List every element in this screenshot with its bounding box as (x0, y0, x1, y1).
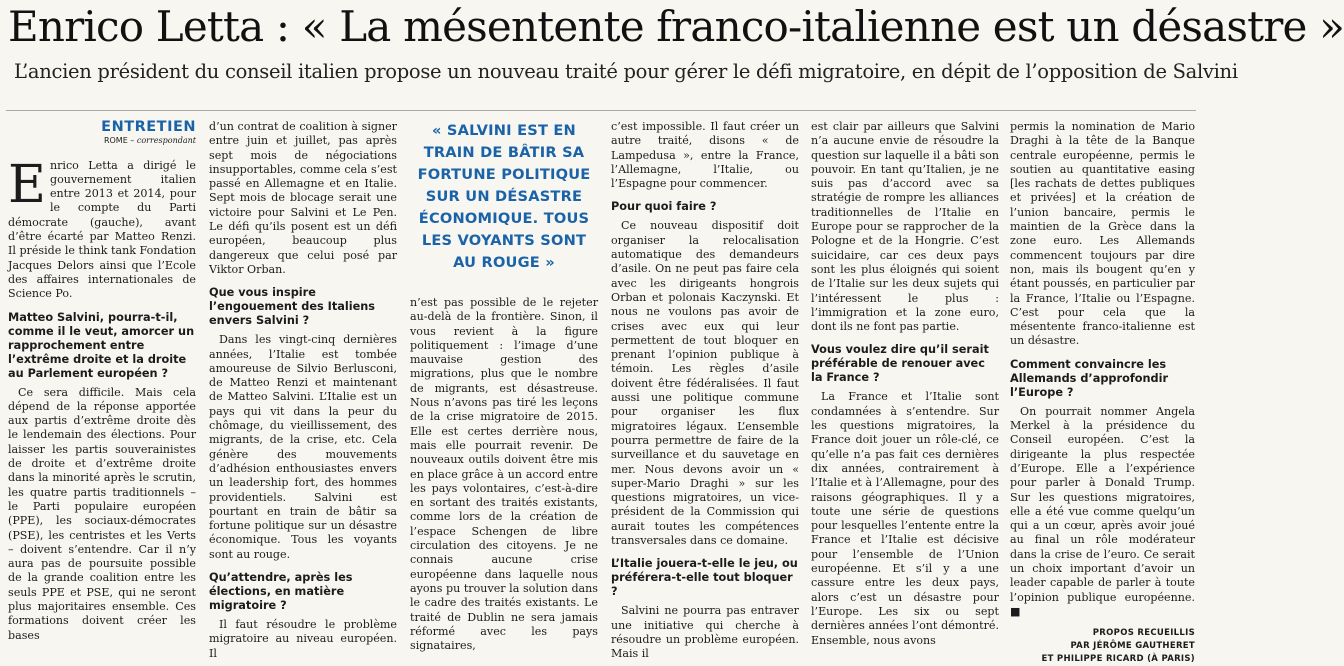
answer-3-part-2: n’est pas possible de le rejeter au-delà de la frontière. Sinon, il vous revient à la figure politiquement : l’image d’une mauvaise gestion des migrations, plus que le nombre de migrants, est désastreuse. Nous n’avons pas tiré les leçons de la crise migratoire de 2015. Elle est certes derrière nous, mais elle pourrait revenir. De nouveaux outils doivent être mis en place grâce à un accord entre les pays volontaires, c’est-à-dire en sortant des traités existants, comme lors de la création de l’espace Schengen de libre circulation des citoyens. Je ne connais aucune crise européenne dans laquelle nous ayons pu trouver la solution dans le cadre des traités existants. Le traité de Dublin ne sera jamais réformé avec les pays signataires, (410, 296, 598, 653)
header-divider (6, 110, 1196, 111)
answer-7: On pourrait nommer Angela Merkel à la présidence du Conseil européen. C’est la dirigeante la plus respectée d’Europe. Elle a l’expérience pour parler à Donald Trump. Sur les questions migratoires, elle a été vue comme quelqu’un qui a un cœur, après avoir joué au final un rôle modérateur dans la crise de l’euro. Ce serait un choix important d’avoir un leader capable de parler à toute l’opinion publique européenne. ■ (1010, 404, 1195, 618)
column-3 (410, 120, 598, 653)
dateline-place: ROME – (103, 136, 135, 146)
byline-line-1: PROPOS RECUEILLIS (1092, 628, 1195, 639)
dateline-role: correspondant (136, 136, 196, 146)
column-4 (611, 120, 799, 661)
intro-paragraph (8, 154, 196, 302)
article-subheadline: L’ancien président du conseil italien propose un nouveau traité pour gérer le défi migratoire, en dépit de l’opposition de Salvini (14, 60, 1238, 83)
answer-3-part-1: Il faut résoudre le problème migratoire au niveau européen. Il (209, 618, 397, 660)
answer-4: Ce nouveau dispositif doit organiser la relocalisation automatique des demandeurs d’asile. On ne peut pas faire cela avec les dirigeants hongrois Orban et polonais Kaczynski. Et nous ne voulons pas avoir de crises avec eux qui leur permettent de tout bloquer en prenant l’opinion publique à témoin. Les règles d’asile doivent être fédéralisées. Il faut aussi une politique commune pour organiser les flux migratoires légaux. L’ensemble pourra permettre de faire de la surveillance et du sauvetage en mer. Nous devons avoir un « super-Mario Draghi » sur les questions migratoires, un vice-président de la Commission qui aurait toutes les compétences transversales dans ce domaine. (611, 219, 799, 548)
article-headline: Enrico Letta : « La mésentente franco-italienne est un désastre » (8, 2, 1344, 51)
byline (1010, 627, 1195, 666)
question-2: Que vous inspire l’engouement des Italiens envers Salvini ? (209, 286, 376, 328)
answer-1-part-2: d’un contrat de coalition à signer entre juin et juillet, pas après sept mois de négociations insupportables, comme cela s’est passé en Allemagne et en Italie. Sept mois de blocage serait une victoire pour Salvini et Le Pen. Le défi qu’ils posent est un défi européen, beaucoup plus dangereux que celui posé par Viktor Orban. (209, 120, 397, 276)
answer-5-part-1: Salvini ne pourra pas entraver une initiative qui cherche à résoudre un problème européen. Mais il (611, 604, 799, 661)
question-7: Comment convaincre les Allemands d’approfondir l’Europe ? (1010, 357, 1169, 399)
pull-quote: « SALVINI EST EN TRAIN DE BÂTIR SA FORTUNE POLITIQUE SUR UN DÉSASTRE ÉCONOMIQUE. TOUS LES VOYANTS SONT AU ROUGE » (417, 122, 591, 271)
answer-1-part-1: Ce sera difficile. Mais cela dépend de la réponse apportée aux partis d’extrême droite dès le lendemain des élections. Pour laisser les partis souverainistes de droite et d’extrême droite dans la minorité après le scrutin, les quatre partis traditionnels – le Parti populaire européen (PPE), les sociaux-démocrates (PSE), les centristes et les Verts – doivent s’entendre. Car il n’y aura pas de poursuite possible de la grande coalition entre les seuls PPE et PSE, qui ne seront plus majoritaires ensemble. Ces formations doivent créer les bases (8, 385, 196, 642)
answer-2: Dans les vingt-cinq dernières années, l’Italie est tombée amoureuse de Silvio Berlusconi, de Matteo Renzi et maintenant de Matteo Salvini. L’Italie est un pays qui vit dans la peur du chômage, du vieillissement, des migrants, de la crise, etc. Cela génère des mouvements d’adhésion enthousiastes envers un leadership fort, des hommes providentiels. Salvini est pourtant en train de bâtir sa fortune politique sur un désastre économique. Tous les voyants sont au rouge. (209, 333, 397, 561)
question-3: Qu’attendre, après les élections, en matière migratoire ? (209, 571, 353, 613)
question-1: Matteo Salvini, pourra-t-il, comme il le veut, amorcer un rapprochement entre l’extrême droite et la droite au Parlement européen ? (8, 310, 195, 380)
byline-line-3: ET PHILIPPE RICARD (À PARIS) (1041, 654, 1195, 665)
question-5: L’Italie jouera-t-elle le jeu, ou préférera-t-elle tout bloquer ? (611, 557, 798, 599)
intro-text: nrico Letta a dirigé le gouvernement italien entre 2013 et 2014, pour le compte du Parti démocrate (gauche), avant d’être écarté par Matteo Renzi. Il préside le think tank Fondation Jacques Delors ainsi que l’Ecole des affaires internationales de Science Po. (8, 158, 196, 301)
question-4: Pour quoi faire ? (611, 200, 717, 214)
answer-6-part-2: permis la nomination de Mario Draghi à la tête de la Banque centrale européenne, permis le soutien au quantitative easing [les rachats de dettes publiques et privées] et la création de l’union bancaire, permis le maintien de la Grèce dans la zone euro. Les Allemands commencent toujours par dire non, mais ils bougent qu’en y étant poussés, en particulier par la France, l’Italie ou l’Espagne. C’est pour cela que la mésentente franco-italienne est un désastre. (1010, 120, 1195, 348)
column-5 (811, 120, 999, 647)
drop-cap: E (8, 154, 46, 215)
dateline (8, 134, 196, 148)
column-1 (8, 119, 196, 642)
column-2 (209, 120, 397, 660)
answer-6-part-1: La France et l’Italie sont condamnées à s’entendre. Sur les questions migratoires, la France doit jouer un rôle-clé, ce qu’elle n’a pas fait ces dernières dix années, contrairement à l’Italie et à l’Allemagne, pour des raisons géographiques. Il y a toute une série de questions pour lesquelles l’entente entre la France et l’Italie est décisive pour l’ensemble de l’Union européenne. Et s’il y a une cassure entre les deux pays, alors c’est un désastre pour l’Europe. Les six ou sept dernières années l’ont démontré. Ensemble, nous avons (811, 390, 999, 647)
question-6: Vous voulez dire qu’il serait préférable de renouer avec la France ? (811, 343, 989, 385)
rubric-label: ENTRETIEN (101, 119, 196, 135)
answer-5-part-2: est clair par ailleurs que Salvini n’a aucune envie de résoudre la question sur laquelle il a bâti son pouvoir. En tant qu’Italien, je ne suis pas d’accord avec sa stratégie de rompre les alliances traditionnelles de l’Italie en Europe pour se rapprocher de la Pologne et de la Hongrie. C’est suicidaire, car ces deux pays sont les plus éloignés qui soient de l’Italie sur les deux sujets qui l’intéressent le plus : l’immigration et la zone euro, dont ils ne font pas partie. (811, 120, 999, 334)
column-6 (1010, 120, 1195, 665)
answer-3-part-3: c’est impossible. Il faut créer un autre traité, disons « de Lampedusa », entre la France, l’Allemagne, l’Italie, ou l’Espagne pour commencer. (611, 120, 799, 191)
byline-line-2: PAR JÉRÔME GAUTHERET (1070, 641, 1195, 652)
